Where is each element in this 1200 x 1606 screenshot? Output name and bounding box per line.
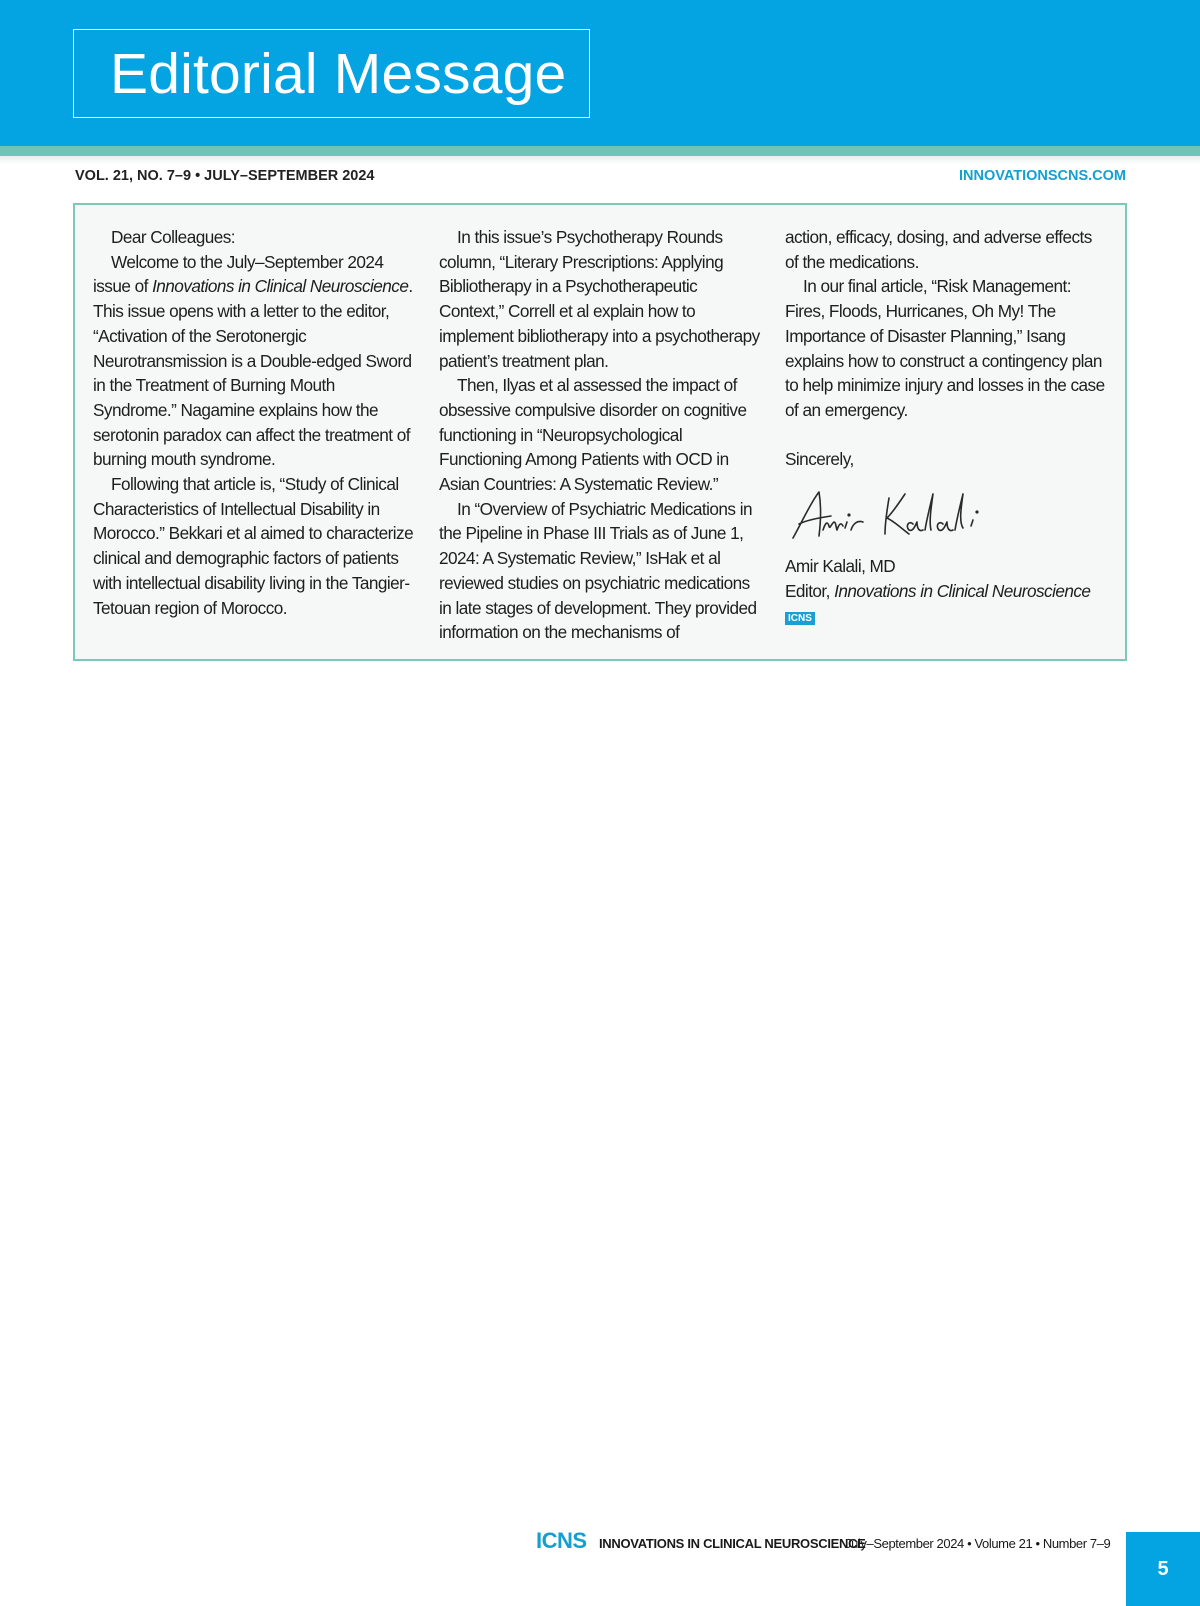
spacer: [785, 423, 1107, 448]
paragraph-welcome: [93, 250, 415, 472]
signer-name: Amir Kalali, MD: [785, 556, 896, 577]
page-title: Editorial Message: [110, 41, 567, 106]
editorial-letter-box: [73, 203, 1127, 661]
icns-badge: ICNS: [785, 612, 815, 625]
paragraph-medications-continued: action, efficacy, dosing, and adverse effects of the medications.: [785, 227, 1092, 272]
footer-logo: ICNS: [536, 1528, 587, 1553]
letter-column-1: [93, 225, 415, 620]
welcome-text-end: . This issue opens with a letter to the editor, “Activation of the Serotonergic Neurotransmission is a Double-edged Sword in the Treatment of Burning Mouth Syndrome.” Nagamine explains how the serotonin paradox can affect the treatment of burning mouth syndrome.: [93, 276, 413, 470]
page-number-box: [1126, 1532, 1200, 1606]
issue-line: VOL. 21, NO. 7–9 • JULY–SEPTEMBER 2024: [75, 168, 375, 184]
header-accent-stripe: [0, 146, 1200, 156]
letter-column-3: [785, 225, 1107, 628]
website-link[interactable]: INNOVATIONSCNS.COM: [958, 168, 1126, 184]
letter-column-2: [439, 225, 761, 645]
signer-title-prefix: Editor,: [785, 580, 835, 601]
footer-journal-name: INNOVATIONS IN CLINICAL NEUROSCIENCE: [599, 1536, 866, 1551]
page-number: 5: [1157, 1557, 1169, 1580]
paragraph-morocco-study: Following that article is, “Study of Clinical Characteristics of Intellectual Disability in Morocco.” Bekkari et al aimed to characterize clinical and demographic factors of patients with intellectual disability living in the Tangier-Tetouan region of Morocco.: [93, 474, 414, 618]
title-frame: [73, 29, 590, 118]
journal-title-italic: Innovations in Clinical Neuroscience: [152, 276, 409, 297]
signer-title: [785, 579, 1107, 604]
salutation: Dear Colleagues:: [111, 227, 236, 247]
welcome-text-start: Welcome to the July–September 2024 issue of: [93, 251, 384, 297]
paragraph-bibliotherapy: In this issue’s Psychotherapy Rounds column, “Literary Prescriptions: Applying Bibliotherapy in a Psychotherapeutic Context,” Correll et al explain how to implement bibliotherapy into a psychotherapy patient’s treatment plan.: [439, 227, 760, 371]
closing: Sincerely,: [785, 449, 854, 470]
paragraph-risk-management: In our final article, “Risk Management: Fires, Floods, Hurricanes, Oh My! The Importance of Disaster Planning,” Isang explains how to construct a contingency plan to help minimize injury and losses in the case of an emergency.: [785, 276, 1105, 420]
paragraph-ocd: Then, Ilyas et al assessed the impact of obsessive compulsive disorder on cognitive functioning in “Neuropsychological Functioning Among Patients with OCD in Asian Countries: A Systematic Review.”: [439, 375, 747, 495]
header-shadow: [0, 156, 1200, 164]
signer-journal-italic: Innovations in Clinical Neuroscience: [834, 580, 1091, 601]
paragraph-medications: In “Overview of Psychiatric Medications in the Pipeline in Phase III Trials as of June 1, 2024: A Systematic Review,” IsHak et al reviewed studies on psychiatric medications in late stages of development. They provided information on the mechanisms of: [439, 498, 757, 643]
footer-issue-info: July–September 2024 • Volume 21 • Number 7–9: [845, 1536, 1111, 1551]
signature-image: [785, 480, 1015, 550]
header-banner: [0, 0, 1200, 146]
